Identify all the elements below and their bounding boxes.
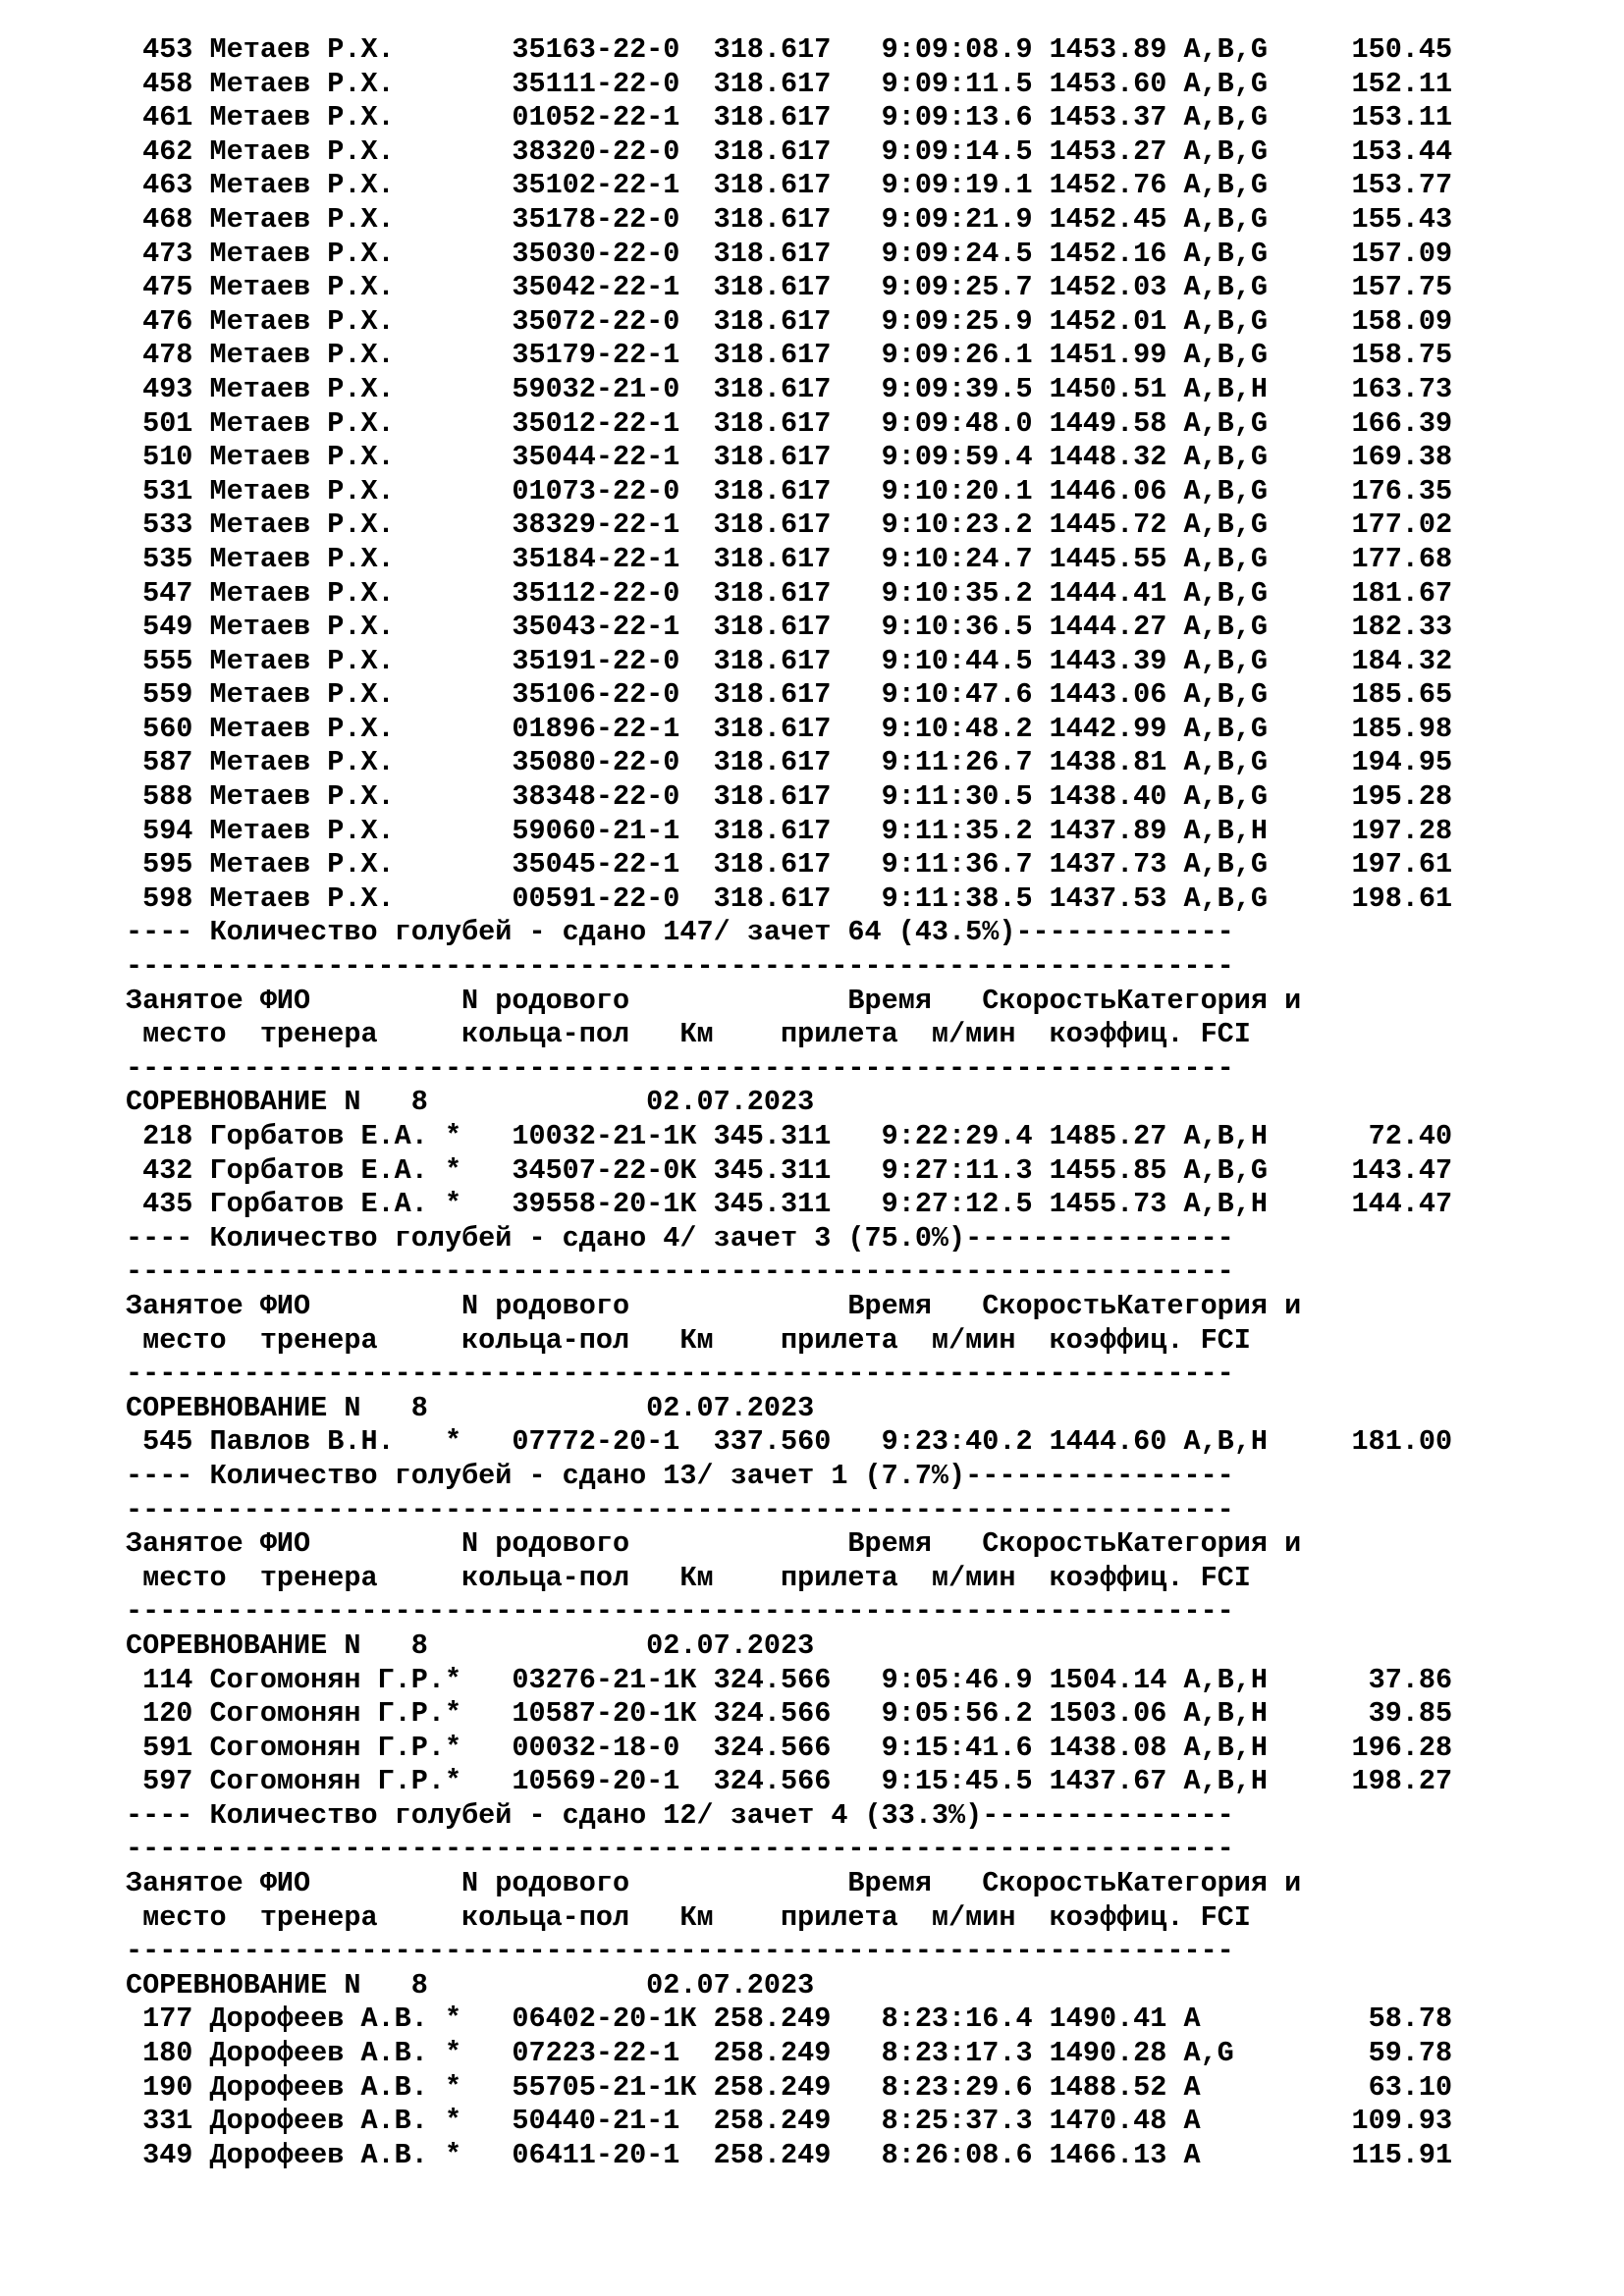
column-header: место тренера кольца-пол Км прилета м/мин коэффиц. FCI	[126, 1018, 1251, 1051]
result-row: 594 Метаев Р.Х. 59060-21-1 318.617 9:11:35.2 1437.89 A,B,H 197.28	[126, 814, 1453, 847]
divider: ------------------------------------------------------------------	[126, 1358, 1234, 1391]
section-summary: ---- Количество голубей - сдано 12/ зачет 4 (33.3%)---------------	[126, 1798, 1234, 1832]
result-row: 218 Горбатов Е.А. * 10032-21-1К 345.311 9:22:29.4 1485.27 A,B,H 72.40	[126, 1120, 1453, 1152]
result-row: 587 Метаев Р.Х. 35080-22-0 318.617 9:11:26.7 1438.81 A,B,G 194.95	[126, 746, 1453, 779]
divider: ------------------------------------------------------------------	[126, 1833, 1234, 1866]
section-summary: ---- Количество голубей - сдано 13/ зачет 1 (7.7%)----------------	[126, 1459, 1234, 1492]
result-row: 475 Метаев Р.Х. 35042-22-1 318.617 9:09:25.7 1452.03 A,B,G 157.75	[126, 271, 1453, 304]
result-row: 432 Горбатов Е.А. * 34507-22-0К 345.311 9:27:11.3 1455.85 A,B,G 143.47	[126, 1153, 1453, 1187]
results-document	[126, 33, 1598, 2172]
column-header: Занятое ФИО N родового Время СкоростьКатегория и	[126, 984, 1302, 1017]
result-row: 598 Метаев Р.Х. 00591-22-0 318.617 9:11:38.5 1437.53 A,B,G 198.61	[126, 881, 1453, 915]
result-row: 468 Метаев Р.Х. 35178-22-0 318.617 9:09:21.9 1452.45 A,B,G 155.43	[126, 202, 1453, 236]
column-header: Занятое ФИО N родового Время СкоростьКатегория и	[126, 1289, 1302, 1322]
column-header: место тренера кольца-пол Км прилета м/мин коэффиц. FCI	[126, 1900, 1251, 1934]
result-row: 473 Метаев Р.Х. 35030-22-0 318.617 9:09:24.5 1452.16 A,B,G 157.09	[126, 237, 1453, 270]
column-header: Занятое ФИО N родового Время СкоростьКатегория и	[126, 1527, 1302, 1561]
result-row: 535 Метаев Р.Х. 35184-22-1 318.617 9:10:24.7 1445.55 A,B,G 177.68	[126, 542, 1453, 575]
result-row: 476 Метаев Р.Х. 35072-22-0 318.617 9:09:25.9 1452.01 A,B,G 158.09	[126, 304, 1453, 338]
result-row: 180 Дорофеев А.В. * 07223-22-1 258.249 8:23:17.3 1490.28 A,G 59.78	[126, 2037, 1453, 2070]
column-header: место тренера кольца-пол Км прилета м/мин коэффиц. FCI	[126, 1561, 1251, 1594]
result-row: 555 Метаев Р.Х. 35191-22-0 318.617 9:10:44.5 1443.39 A,B,G 184.32	[126, 644, 1453, 677]
result-row: 114 Согомонян Г.Р.* 03276-21-1К 324.566 9:05:46.9 1504.14 A,B,H 37.86	[126, 1663, 1453, 1696]
divider: ------------------------------------------------------------------	[126, 1935, 1234, 1968]
result-row: 461 Метаев Р.Х. 01052-22-1 318.617 9:09:13.6 1453.37 A,B,G 153.11	[126, 101, 1453, 134]
competition-title: СОРЕВНОВАНИЕ N 8 02.07.2023	[126, 1391, 815, 1424]
result-row: 435 Горбатов Е.А. * 39558-20-1К 345.311 9:27:12.5 1455.73 A,B,H 144.47	[126, 1188, 1453, 1221]
result-row: 453 Метаев Р.Х. 35163-22-0 318.617 9:09:08.9 1453.89 A,B,G 150.45	[126, 33, 1453, 66]
result-row: 462 Метаев Р.Х. 38320-22-0 318.617 9:09:14.5 1453.27 A,B,G 153.44	[126, 134, 1453, 168]
result-row: 533 Метаев Р.Х. 38329-22-1 318.617 9:10:23.2 1445.72 A,B,G 177.02	[126, 508, 1453, 542]
result-row: 591 Согомонян Г.Р.* 00032-18-0 324.566 9:15:41.6 1438.08 A,B,H 196.28	[126, 1731, 1453, 1764]
result-row: 349 Дорофеев А.В. * 06411-20-1 258.249 8:26:08.6 1466.13 A 115.91	[126, 2138, 1453, 2171]
result-row: 559 Метаев Р.Х. 35106-22-0 318.617 9:10:47.6 1443.06 A,B,G 185.65	[126, 678, 1453, 712]
result-row: 597 Согомонян Г.Р.* 10569-20-1 324.566 9:15:45.5 1437.67 A,B,H 198.27	[126, 1765, 1453, 1798]
result-row: 595 Метаев Р.Х. 35045-22-1 318.617 9:11:36.7 1437.73 A,B,G 197.61	[126, 848, 1453, 881]
result-row: 510 Метаев Р.Х. 35044-22-1 318.617 9:09:59.4 1448.32 A,B,G 169.38	[126, 441, 1453, 474]
competition-title: СОРЕВНОВАНИЕ N 8 02.07.2023	[126, 1629, 815, 1662]
result-row: 501 Метаев Р.Х. 35012-22-1 318.617 9:09:48.0 1449.58 A,B,G 166.39	[126, 406, 1453, 440]
section-summary: ---- Количество голубей - сдано 4/ зачет 3 (75.0%)----------------	[126, 1221, 1234, 1255]
column-header: место тренера кольца-пол Км прилета м/мин коэффиц. FCI	[126, 1323, 1251, 1357]
result-row: 463 Метаев Р.Х. 35102-22-1 318.617 9:09:19.1 1452.76 A,B,G 153.77	[126, 169, 1453, 202]
divider: ------------------------------------------------------------------	[126, 1595, 1234, 1629]
column-header: Занятое ФИО N родового Время СкоростьКатегория и	[126, 1867, 1302, 1900]
result-row: 549 Метаев Р.Х. 35043-22-1 318.617 9:10:36.5 1444.27 A,B,G 182.33	[126, 611, 1453, 644]
result-row: 493 Метаев Р.Х. 59032-21-0 318.617 9:09:39.5 1450.51 A,B,H 163.73	[126, 372, 1453, 405]
result-row: 560 Метаев Р.Х. 01896-22-1 318.617 9:10:48.2 1442.99 A,B,G 185.98	[126, 712, 1453, 745]
result-row: 331 Дорофеев А.В. * 50440-21-1 258.249 8:25:37.3 1470.48 A 109.93	[126, 2105, 1453, 2138]
result-row: 531 Метаев Р.Х. 01073-22-0 318.617 9:10:20.1 1446.06 A,B,G 176.35	[126, 474, 1453, 507]
result-row: 547 Метаев Р.Х. 35112-22-0 318.617 9:10:35.2 1444.41 A,B,G 181.67	[126, 576, 1453, 610]
result-row: 588 Метаев Р.Х. 38348-22-0 318.617 9:11:30.5 1438.40 A,B,G 195.28	[126, 780, 1453, 814]
divider: ------------------------------------------------------------------	[126, 1493, 1234, 1526]
divider: ------------------------------------------------------------------	[126, 1255, 1234, 1289]
result-row: 478 Метаев Р.Х. 35179-22-1 318.617 9:09:26.1 1451.99 A,B,G 158.75	[126, 339, 1453, 372]
competition-title: СОРЕВНОВАНИЕ N 8 02.07.2023	[126, 1086, 815, 1119]
result-row: 177 Дорофеев А.В. * 06402-20-1К 258.249 8:23:16.4 1490.41 A 58.78	[126, 2002, 1453, 2036]
competition-title: СОРЕВНОВАНИЕ N 8 02.07.2023	[126, 1968, 815, 2002]
divider: ------------------------------------------------------------------	[126, 1051, 1234, 1085]
section-summary: ---- Количество голубей - сдано 147/ зачет 64 (43.5%)-------------	[126, 916, 1234, 949]
result-row: 190 Дорофеев А.В. * 55705-21-1К 258.249 8:23:29.6 1488.52 A 63.10	[126, 2070, 1453, 2104]
result-row: 545 Павлов В.Н. * 07772-20-1 337.560 9:23:40.2 1444.60 A,B,H 181.00	[126, 1425, 1453, 1459]
result-row: 120 Согомонян Г.Р.* 10587-20-1К 324.566 9:05:56.2 1503.06 A,B,H 39.85	[126, 1697, 1453, 1731]
result-row: 458 Метаев Р.Х. 35111-22-0 318.617 9:09:11.5 1453.60 A,B,G 152.11	[126, 67, 1453, 100]
divider: ------------------------------------------------------------------	[126, 950, 1234, 984]
